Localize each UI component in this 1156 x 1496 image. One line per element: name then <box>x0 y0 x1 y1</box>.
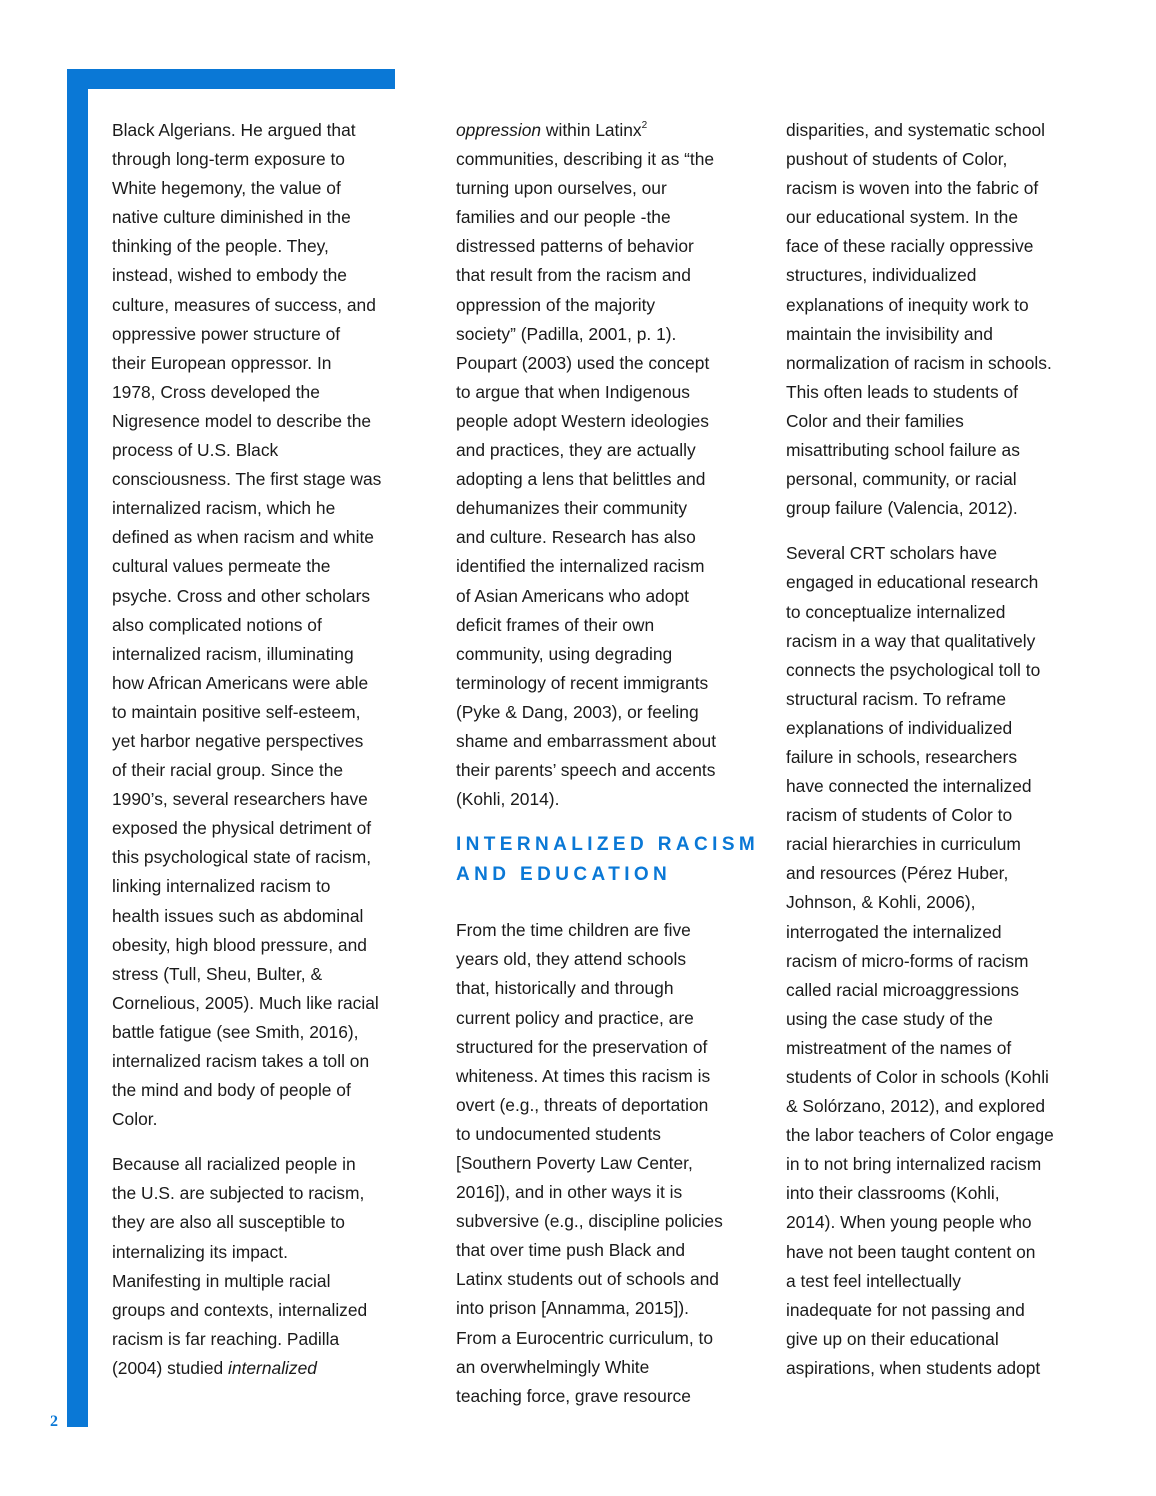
text-line: defined as when racism and white <box>112 527 374 548</box>
text-line: Cornelious, 2005). Much like racial <box>112 992 379 1013</box>
text-line: oppression of the majority <box>456 294 656 315</box>
text-line: engaged in educational research <box>786 572 1039 593</box>
text-line: linking internalized racism to <box>112 876 331 897</box>
footnote-reference: 2 <box>641 120 648 131</box>
text-line: Color and their families <box>786 410 964 431</box>
text-line: 1990’s, several researchers have <box>112 789 368 810</box>
text-line: thinking of the people. They, <box>112 236 329 257</box>
text-line: the U.S. are subjected to racism, <box>112 1183 365 1204</box>
text-line: our educational system. In the <box>786 207 1019 228</box>
text-line: subversive (e.g., discipline policies <box>456 1211 723 1232</box>
text-line: failure in schools, researchers <box>786 746 1018 767</box>
text-line: structural racism. To reframe <box>786 688 1007 709</box>
text-line: Several CRT scholars have <box>786 543 998 564</box>
column-2 <box>456 116 760 1427</box>
text-line: have connected the internalized <box>786 776 1032 797</box>
text-line: communities, describing it as “the <box>456 149 715 170</box>
paragraph <box>456 116 756 814</box>
text-line: stress (Tull, Sheu, Bulter, & <box>112 963 323 984</box>
text-line: community, using degrading <box>456 643 673 664</box>
text-line: (Kohli, 2014). <box>456 789 560 810</box>
text-line: an overwhelmingly White <box>456 1356 650 1377</box>
text-line: of their racial group. Since the <box>112 760 344 781</box>
text-line: their European oppressor. In <box>112 352 332 373</box>
text-line: years old, they attend schools <box>456 949 687 970</box>
text-line: dehumanizes their community <box>456 498 688 519</box>
text-line: pushout of students of Color, <box>786 149 1008 170</box>
text-line: have not been taught content on <box>786 1241 1036 1262</box>
text-line: also complicated notions of <box>112 614 322 635</box>
text-line: battle fatigue (see Smith, 2016), <box>112 1021 359 1042</box>
text-line: This often leads to students of <box>786 381 1019 402</box>
text-line: 1978, Cross developed the <box>112 381 320 402</box>
text-line: cultural values permeate the <box>112 556 331 577</box>
text-line: to conceptualize internalized <box>786 601 1006 622</box>
text-line: structures, individualized <box>786 265 977 286</box>
text-line: inadequate for not passing and <box>786 1299 1025 1320</box>
text-line: through long-term exposure to <box>112 149 345 170</box>
paragraph <box>786 116 1086 523</box>
text-line: racial hierarchies in curriculum <box>786 834 1021 855</box>
text-line: misattributing school failure as <box>786 440 1020 461</box>
text-line: and culture. Research has also <box>456 527 696 548</box>
page-number: 2 <box>50 1413 58 1430</box>
text-line: Black Algerians. He argued that <box>112 120 356 140</box>
accent-bar-left <box>67 69 88 1427</box>
text-line: interrogated the internalized <box>786 921 1002 942</box>
text-line: terminology of recent immigrants <box>456 672 709 693</box>
text-line: racism is woven into the fabric of <box>786 178 1039 199</box>
text-line: disparities, and systematic school <box>786 120 1046 140</box>
text-line: deficit frames of their own <box>456 614 655 635</box>
text-line: racism in a way that qualitatively <box>786 630 1036 651</box>
text-line: Because all racialized people in <box>112 1154 356 1175</box>
text-line: AND EDUCATION <box>456 864 672 886</box>
text-line: whiteness. At times this racism is <box>456 1065 711 1086</box>
text-line: racism is far reaching. Padilla <box>112 1328 340 1349</box>
text-line: (2004) studied internalized <box>112 1357 317 1378</box>
text-line: face of these racially oppressive <box>786 236 1034 257</box>
column-3 <box>786 116 1086 1399</box>
text-line: groups and contexts, internalized <box>112 1299 368 1320</box>
text-line: 2014). When young people who <box>786 1212 1032 1233</box>
text-line: a test feel intellectually <box>786 1270 961 1291</box>
text-line: 2016]), and in other ways it is <box>456 1182 683 1203</box>
text-line: [Southern Poverty Law Center, <box>456 1153 693 1173</box>
paragraph <box>112 1150 412 1383</box>
text-line: the mind and body of people of <box>112 1080 351 1101</box>
text-line: and practices, they are actually <box>456 440 696 461</box>
text-line: instead, wished to embody the <box>112 265 347 286</box>
text-line: to maintain positive self-esteem, <box>112 701 361 722</box>
text-line: that over time push Black and <box>456 1240 686 1261</box>
text-line: turning upon ourselves, our <box>456 178 667 199</box>
column-1 <box>112 116 412 1399</box>
text-line: mistreatment of the names of <box>786 1037 1012 1058</box>
text-line: racism of micro-forms of racism <box>786 950 1029 971</box>
text-line: overt (e.g., threats of deportation <box>456 1094 709 1115</box>
text-line: to argue that when Indigenous <box>456 381 690 402</box>
text-line: INTERNALIZED RACISM <box>456 834 760 856</box>
text-line: (Pyke & Dang, 2003), or feeling <box>456 701 699 722</box>
paragraph <box>456 916 756 1411</box>
text-line: consciousness. The first stage was <box>112 469 382 490</box>
text-line: into their classrooms (Kohli, <box>786 1183 1000 1204</box>
text-line: to undocumented students <box>456 1123 661 1144</box>
section-heading <box>456 830 760 890</box>
text-line: health issues such as abdominal <box>112 905 364 926</box>
text-line: internalized racism, illuminating <box>112 643 354 664</box>
text-line: Nigresence model to describe the <box>112 410 372 431</box>
text-line: explanations of inequity work to <box>786 294 1029 315</box>
text-line: internalized racism takes a toll on <box>112 1051 370 1071</box>
italic-term: oppression <box>456 120 542 140</box>
text-line: give up on their educational <box>786 1328 999 1349</box>
italic-term: internalized <box>228 1357 317 1378</box>
text-line: racism of students of Color to <box>786 805 1013 826</box>
text-line: culture, measures of success, and <box>112 294 376 315</box>
text-line: teaching force, grave resource <box>456 1385 691 1406</box>
text-line: their parents’ speech and accents <box>456 760 716 781</box>
text-line: internalizing its impact. <box>112 1241 288 1262</box>
text-line: society” (Padilla, 2001, p. 1). <box>456 323 677 344</box>
text-line: families and our people -the <box>456 207 671 228</box>
text-line: people adopt Western ideologies <box>456 410 709 431</box>
text-line: identified the internalized racism <box>456 556 705 577</box>
accent-bar-top <box>67 69 395 89</box>
text-line: they are also all susceptible to <box>112 1212 345 1233</box>
text-line: normalization of racism in schools. <box>786 352 1052 373</box>
paragraph <box>112 116 412 1134</box>
text-line: using the case study of the <box>786 1008 993 1029</box>
text-line: this psychological state of racism, <box>112 847 372 868</box>
text-line: process of U.S. Black <box>112 440 279 461</box>
text-line: called racial microaggressions <box>786 979 1019 1000</box>
text-line: into prison [Annamma, 2015]). <box>456 1298 689 1319</box>
text-line: students of Color in schools (Kohli <box>786 1067 1049 1087</box>
text-line: shame and embarrassment about <box>456 730 717 751</box>
text-line: exposed the physical detriment of <box>112 818 372 839</box>
text-line: that, historically and through <box>456 978 674 999</box>
text-line: Johnson, & Kohli, 2006), <box>786 892 976 913</box>
text-line: connects the psychological toll to <box>786 659 1041 680</box>
text-line: current policy and practice, are <box>456 1007 694 1028</box>
text-line: adopting a lens that belittles and <box>456 469 706 490</box>
text-line: aspirations, when students adopt <box>786 1357 1041 1378</box>
text-line: how African Americans were able <box>112 672 369 693</box>
text-line: personal, community, or racial <box>786 469 1017 490</box>
text-line: distressed patterns of behavior <box>456 236 694 257</box>
text-line: From the time children are five <box>456 920 691 941</box>
text-line: of Asian Americans who adopt <box>456 585 689 606</box>
text-line: & Solórzano, 2012), and explored <box>786 1096 1046 1117</box>
text-line: structured for the preservation of <box>456 1036 708 1057</box>
text-line: Manifesting in multiple racial <box>112 1270 331 1291</box>
text-line: native culture diminished in the <box>112 207 351 228</box>
text-line: Color. <box>112 1109 158 1130</box>
text-line: the labor teachers of Color engage <box>786 1125 1054 1146</box>
text-line: psyche. Cross and other scholars <box>112 585 371 606</box>
text-line: obesity, high blood pressure, and <box>112 934 367 955</box>
text-line: Latinx students out of schools and <box>456 1269 719 1290</box>
text-line: that result from the racism and <box>456 265 691 286</box>
text-line: oppression within Latinx$^2$ <box>456 120 648 140</box>
text-line: White hegemony, the value of <box>112 178 341 199</box>
text-line: and resources (Pérez Huber, <box>786 863 1009 884</box>
text-line: maintain the invisibility and <box>786 323 993 344</box>
text-line: internalized racism, which he <box>112 498 336 519</box>
text-line: explanations of individualized <box>786 717 1013 738</box>
text-line: Poupart (2003) used the concept <box>456 352 710 373</box>
paragraph <box>786 539 1086 1383</box>
text-line: group failure (Valencia, 2012). <box>786 498 1018 519</box>
text-line: yet harbor negative perspectives <box>112 730 364 751</box>
text-line: in to not bring internalized racism <box>786 1154 1042 1175</box>
text-line: oppressive power structure of <box>112 323 341 344</box>
text-line: From a Eurocentric curriculum, to <box>456 1327 714 1348</box>
